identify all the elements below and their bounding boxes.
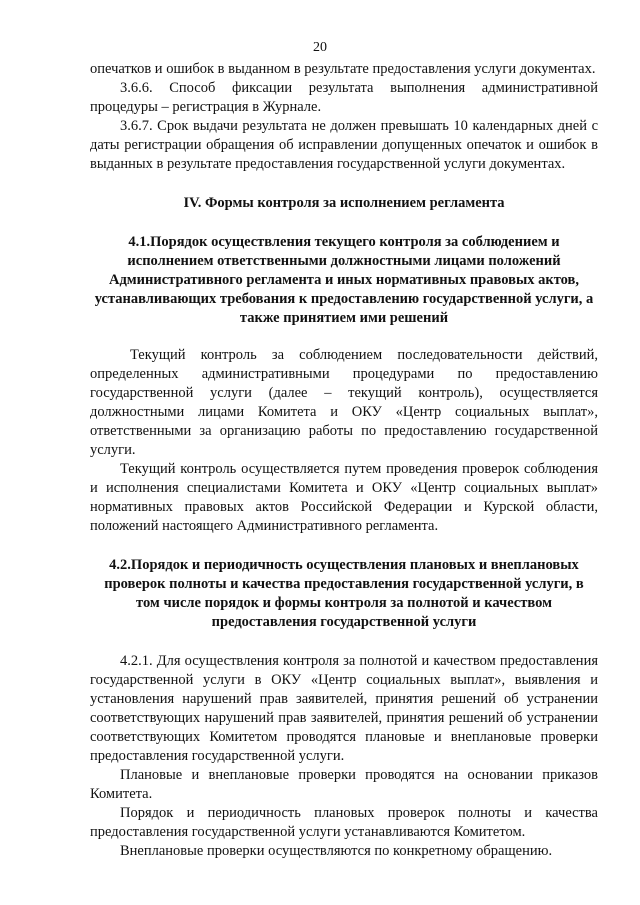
paragraph-current-control: Текущий контроль за соблюдением последовательности действий, определенных административными процедурами по предоставлению государственной услуги (далее – текущий контроль), осуществляется должностными лицами Комитета и ОКУ «Центр социальных выплат», ответственными за организацию работы по предоставлению государственной услуги.	[90, 347, 598, 458]
paragraph-3-6-6: 3.6.6. Способ фиксации результата выполнения административной процедуры – регистрация в Журнале.	[90, 80, 598, 115]
subsection-4-1-title: 4.1.Порядок осуществления текущего контроля за соблюдением и исполнением ответственными должностными лицами положений Административного регламента и иных нормативных правовых актов, устанавливающих требования к предоставлению государственной услуги, а также принятием ими решений	[94, 234, 594, 326]
paragraph-control-method: Текущий контроль осуществляется путем проведения проверок соблюдения и исполнения специалистами Комитета и ОКУ «Центр социальных выплат» нормативных правовых актов Российской Федерации и Курской области, положений настоящего Административного регламента.	[90, 461, 598, 534]
paragraph-3-6-7: 3.6.7. Срок выдачи результата не должен превышать 10 календарных дней с даты регистрации обращения об исправлении допущенных опечаток и ошибок в выданных в результате предоставления государственной услуги документах.	[90, 118, 598, 172]
paragraph-unscheduled-inspections: Внеплановые проверки осуществляются по конкретному обращению.	[120, 843, 553, 859]
paragraph-inspection-basis: Плановые и внеплановые проверки проводятся на основании приказов Комитета.	[90, 767, 598, 802]
subsection-4-2-title: 4.2.Порядок и периодичность осуществления плановых и внеплановых проверок полноты и качества предоставления государственной услуги, в том числе порядок и формы контроля за полнотой и качеством предоставления государственной услуги	[104, 557, 584, 630]
section-title: IV. Формы контроля за исполнением регламента	[183, 195, 505, 211]
page-number: 20	[313, 40, 327, 55]
paragraph-continuation: опечатков и ошибок в выданном в результате предоставления услуги документах.	[90, 61, 596, 77]
paragraph-4-2-1: 4.2.1. Для осуществления контроля за полнотой и качеством предоставления государственной услуги в ОКУ «Центр социальных выплат», выявления и установления нарушений прав заявителей, принятия решений об устранении соответствующих нарушений прав заявителей, принятия решений об устранении соответствующих Комитетом проводятся плановые и внеплановые проверки предоставления государственной услуги.	[90, 653, 598, 764]
paragraph-inspection-frequency: Порядок и периодичность плановых проверок полноты и качества предоставления государственной услуги устанавливаются Комитетом.	[90, 805, 598, 840]
document-body	[90, 60, 598, 861]
